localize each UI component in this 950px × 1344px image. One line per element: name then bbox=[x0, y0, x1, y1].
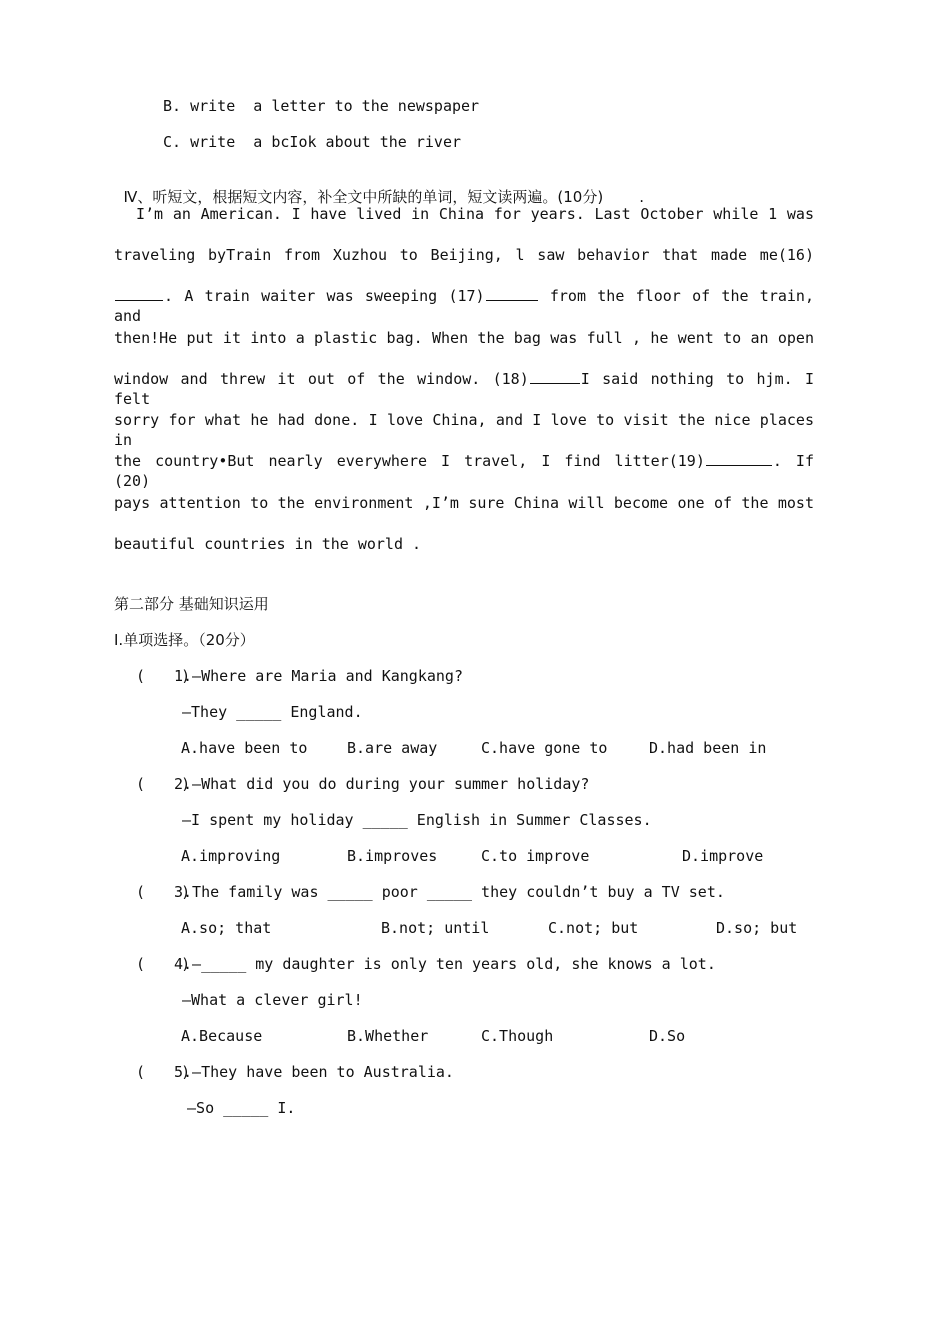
option-d: D.So bbox=[649, 1027, 686, 1045]
passage-line-7-a: the country•But nearly everywhere I travel, I find litter(19) bbox=[114, 452, 705, 470]
section4-heading-dot: . bbox=[639, 188, 644, 206]
section4-heading-text: Ⅳ、听短文，根据短文内容，补全文中所缺的单词，短文读两遍。(10分) bbox=[123, 188, 604, 206]
passage-line-1: I’m an American. I have lived in China for years. Last October while 1 was bbox=[136, 205, 814, 223]
option-c: C.not; but bbox=[548, 919, 639, 937]
answer-bracket-4[interactable]: ( ) bbox=[136, 955, 191, 973]
passage-line-7 bbox=[114, 451, 814, 491]
option-b: B.improves bbox=[347, 847, 438, 865]
option-d: D.so; but bbox=[716, 919, 798, 937]
option-a: A.so; that bbox=[181, 919, 272, 937]
answer-bracket-2[interactable]: ( ) bbox=[136, 775, 191, 793]
passage-line-5-a: window and threw it out of the window. (18) bbox=[114, 370, 529, 388]
question-reply: —What a clever girl! bbox=[182, 991, 363, 1009]
option-d: D.had been in bbox=[649, 739, 767, 757]
answer-bracket-1[interactable]: ( ) bbox=[136, 667, 191, 685]
option-a: A.Because bbox=[181, 1027, 263, 1045]
passage-line-7-b: . If (20) bbox=[114, 452, 814, 490]
option-c: C.have gone to bbox=[481, 739, 608, 757]
passage-line-4: then!He put it into a plastic bag. When the bag was full , he went to an open bbox=[114, 329, 814, 347]
option-c: C. write a bcIok about the river bbox=[163, 133, 462, 151]
passage-line-5-b: I said nothing to hjm. I felt bbox=[114, 370, 814, 408]
question-stem: 3.The family was _____ poor _____ they couldn’t buy a TV set. bbox=[174, 883, 725, 901]
question-stem: 2.—What did you do during your summer holiday? bbox=[174, 775, 590, 793]
part2-title: 第二部分 基础知识运用 bbox=[114, 595, 269, 613]
answer-bracket-5[interactable]: ( ) bbox=[136, 1063, 191, 1081]
option-b: B.not; until bbox=[381, 919, 490, 937]
passage-line-2: traveling byTrain from Xuzhou to Beijing, l saw behavior that made me(16) bbox=[114, 246, 814, 264]
passage-line-9: beautiful countries in the world . bbox=[114, 535, 422, 553]
passage-line-3-a: . A train waiter was sweeping (17) bbox=[164, 287, 485, 305]
option-a: A.have been to bbox=[181, 739, 308, 757]
option-c: C.to improve bbox=[481, 847, 590, 865]
blank-16[interactable] bbox=[115, 287, 163, 301]
question-reply: —They _____ England. bbox=[182, 703, 363, 721]
passage-line-3 bbox=[114, 286, 814, 326]
section1-heading: Ⅰ.单项选择。（20分） bbox=[114, 631, 255, 649]
option-c: C.Though bbox=[481, 1027, 554, 1045]
passage-line-5 bbox=[114, 369, 814, 409]
question-stem: 5.—They have been to Australia. bbox=[174, 1063, 454, 1081]
blank-17[interactable] bbox=[486, 287, 538, 301]
passage-line-3-b: from the floor of the train, and bbox=[114, 287, 814, 325]
option-b: B.are away bbox=[347, 739, 438, 757]
blank-19[interactable] bbox=[706, 452, 772, 466]
section4-heading bbox=[114, 167, 644, 207]
question-reply: —I spent my holiday _____ English in Summer Classes. bbox=[182, 811, 652, 829]
answer-bracket-3[interactable]: ( ) bbox=[136, 883, 191, 901]
option-d: D.improve bbox=[682, 847, 764, 865]
option-b: B.Whether bbox=[347, 1027, 429, 1045]
passage-line-6: sorry for what he had done. I love China, and I love to visit the nice places in bbox=[114, 411, 814, 449]
question-stem: 1.—Where are Maria and Kangkang? bbox=[174, 667, 463, 685]
passage-line-8: pays attention to the environment ,I’m sure China will become one of the most bbox=[114, 494, 814, 512]
option-a: A.improving bbox=[181, 847, 281, 865]
blank-18[interactable] bbox=[530, 370, 580, 384]
option-b: B. write a letter to the newspaper bbox=[163, 97, 480, 115]
question-stem: 4.—_____ my daughter is only ten years old, she knows a lot. bbox=[174, 955, 716, 973]
question-reply: —So _____ I. bbox=[178, 1099, 296, 1117]
